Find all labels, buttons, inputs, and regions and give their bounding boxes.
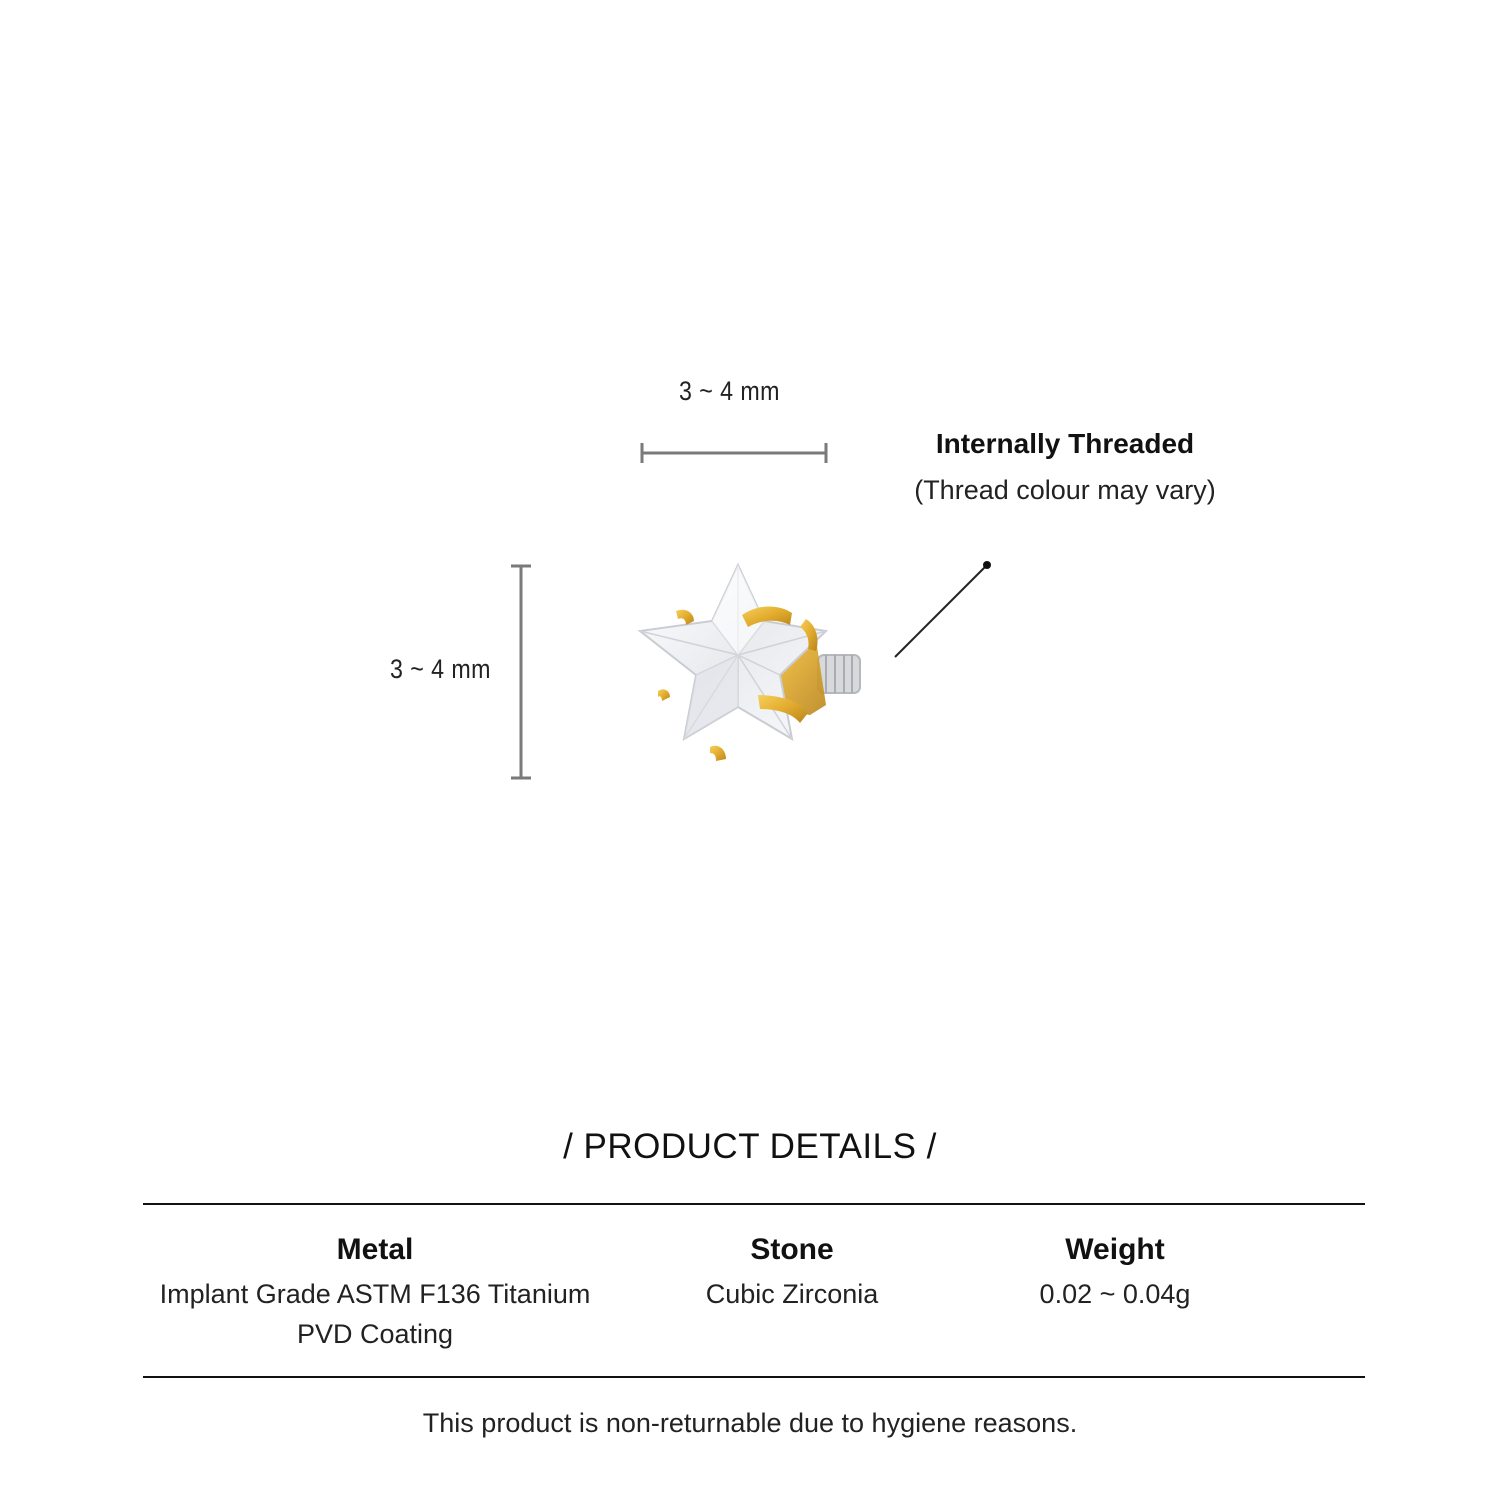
weight-label: Weight	[1065, 1233, 1165, 1266]
stone-value: Cubic Zirconia	[705, 1279, 879, 1309]
thread-post	[818, 655, 860, 693]
metal-value-line-2: PVD Coating	[296, 1319, 454, 1349]
thread-note-title: Internally Threaded	[935, 428, 1195, 459]
details-column-metal	[150, 1232, 600, 1354]
width-dimension-label: 3 ~ 4 mm	[679, 376, 780, 406]
thread-note-subtitle: (Thread colour may vary)	[914, 475, 1216, 505]
thread-leader-line	[885, 555, 1000, 665]
metal-label: Metal	[336, 1233, 414, 1266]
details-column-stone	[642, 1232, 942, 1314]
metal-value-line-1: Implant Grade ASTM F136 Titanium	[159, 1279, 591, 1309]
star-cz-stud-icon	[630, 555, 870, 795]
details-top-rule	[143, 1203, 1365, 1205]
details-column-weight	[965, 1232, 1265, 1314]
height-dimension-label: 3 ~ 4 mm	[390, 654, 491, 684]
width-dimension-bar	[630, 435, 840, 471]
details-bottom-rule	[143, 1376, 1365, 1378]
return-policy-note: This product is non-returnable due to hygiene reasons.	[422, 1408, 1078, 1438]
stone-label: Stone	[750, 1233, 834, 1266]
product-details-heading: / PRODUCT DETAILS /	[563, 1127, 937, 1166]
weight-value: 0.02 ~ 0.04g	[1039, 1279, 1191, 1309]
height-dimension-bar	[505, 560, 541, 786]
